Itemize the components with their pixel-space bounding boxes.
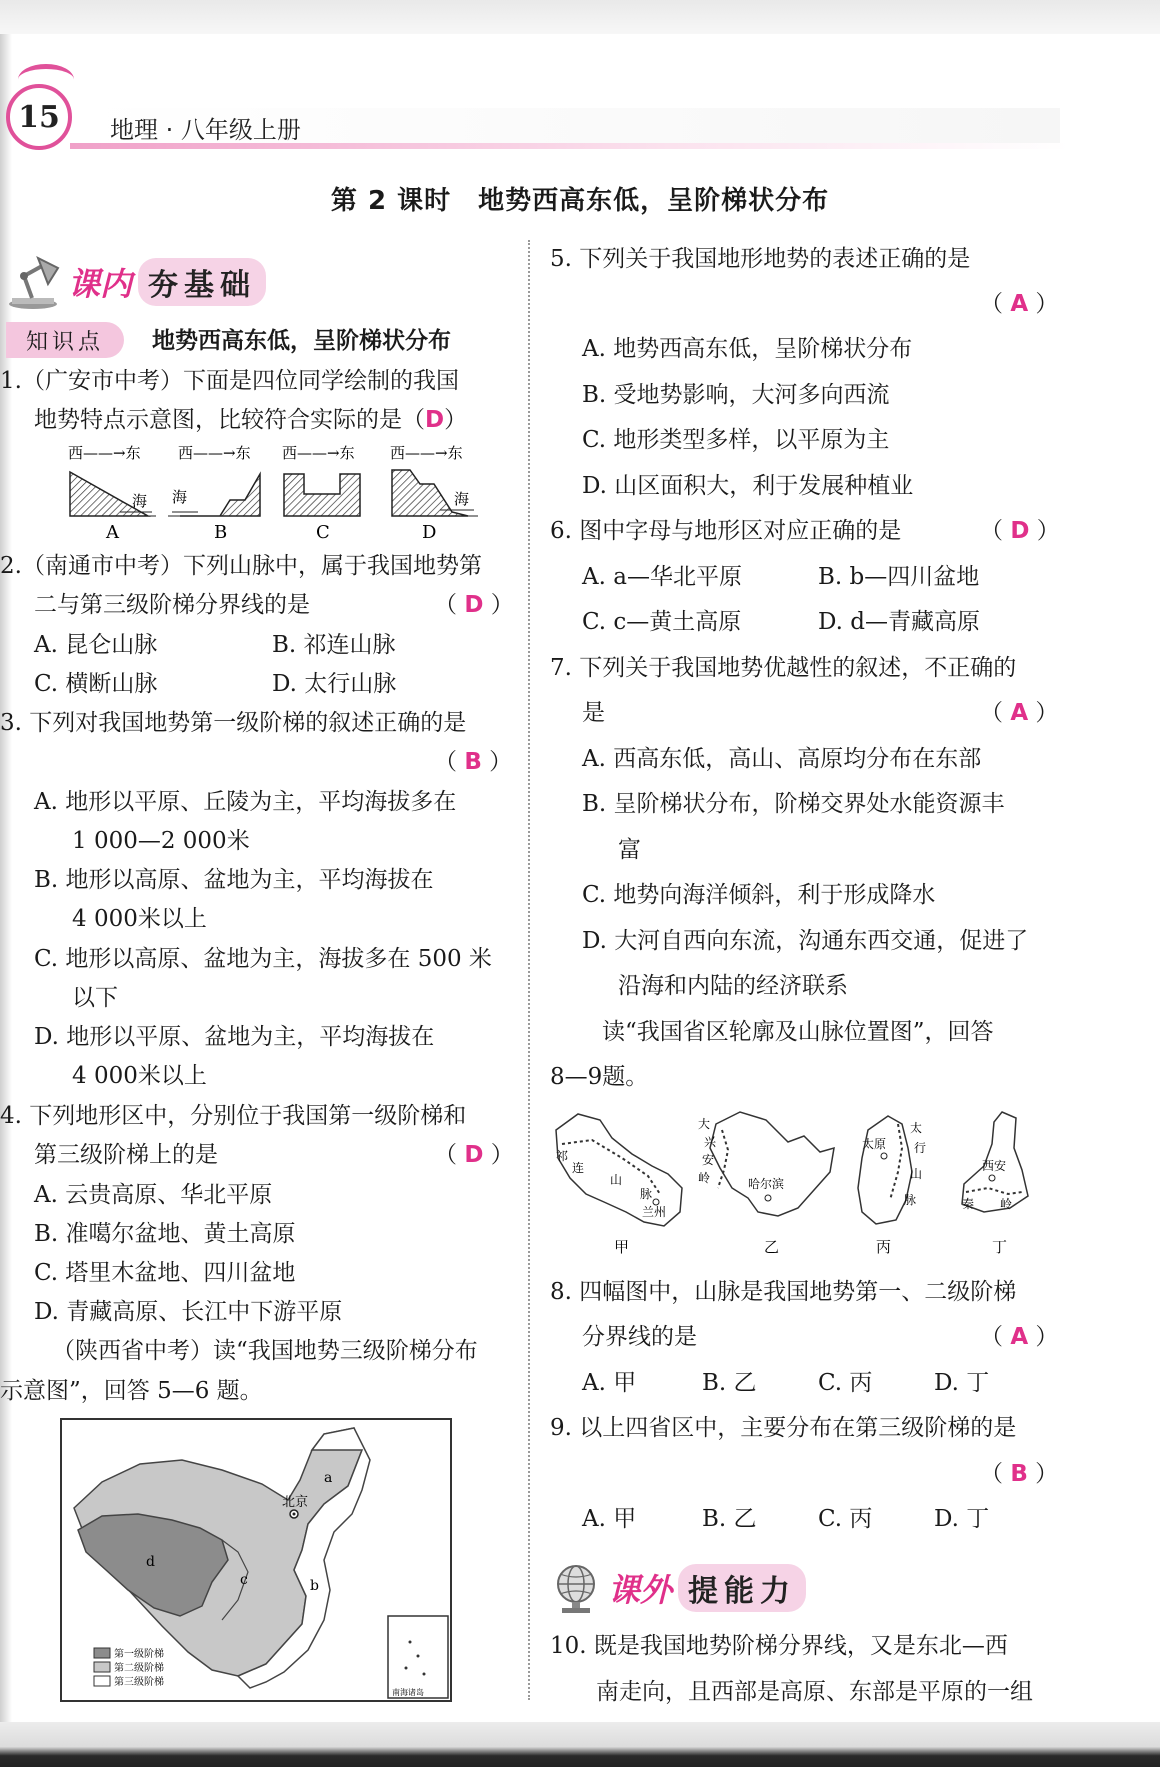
q7-option-a: A. 西高东低，高山、高原均分布在东部 — [582, 746, 982, 772]
svg-text:大: 大 — [698, 1117, 711, 1131]
map-jia — [556, 1114, 682, 1256]
q1-answer: D — [425, 407, 445, 433]
q1-stem-line1: 1.（广安市中考）下面是四位同学绘制的我国 — [0, 368, 459, 394]
knowledge-point-tag: 知识点 — [6, 322, 124, 358]
q6-answer-bracket: （ D ） — [980, 518, 1060, 544]
svg-text:B: B — [214, 522, 228, 543]
q9-answer-bracket: （ B ） — [980, 1461, 1059, 1487]
svg-text:哈尔滨: 哈尔滨 — [748, 1177, 785, 1191]
section-box-title: 夯基础 — [138, 258, 266, 306]
q8-stem-line2: 分界线的是 — [582, 1324, 697, 1350]
svg-text:西安: 西安 — [982, 1159, 1007, 1173]
q3-option-c-line1: C. 地形以高原、盆地为主，海拔多在 500 米 — [34, 946, 492, 972]
q8-option-d: D. 丁 — [934, 1370, 990, 1396]
q3-answer: B — [464, 749, 482, 775]
svg-text:丙: 丙 — [876, 1238, 892, 1256]
svg-text:丁: 丁 — [992, 1238, 1008, 1256]
svg-text:兰州: 兰州 — [642, 1205, 667, 1219]
svg-text:甲: 甲 — [614, 1238, 630, 1256]
diagram-d — [390, 444, 478, 543]
top-margin — [0, 0, 1160, 34]
svg-text:西——→东: 西——→东 — [390, 444, 463, 462]
svg-text:安: 安 — [702, 1153, 715, 1167]
svg-text:D: D — [422, 522, 437, 543]
q3-stem: 3. 下列对我国地势第一级阶梯的叙述正确的是 — [0, 710, 467, 736]
svg-text:山: 山 — [910, 1167, 923, 1181]
q3-option-a-line2: 1 000—2 000米 — [72, 828, 250, 854]
q5-option-d: D. 山区面积大，利于发展种植业 — [582, 473, 914, 499]
q2-option-b: B. 祁连山脉 — [272, 632, 396, 658]
svg-text:海: 海 — [454, 490, 470, 508]
q1-stem-line2: 地势特点示意图，比较符合实际的是（D） — [34, 407, 468, 433]
desk-lamp-icon — [4, 254, 62, 310]
svg-text:岭: 岭 — [698, 1171, 711, 1185]
intro-8-9-line1: 读“我国省区轮廓及山脉位置图”，回答 — [602, 1019, 994, 1045]
diagram-b — [168, 444, 260, 543]
map-legend — [94, 1647, 164, 1688]
svg-text:太原: 太原 — [862, 1137, 887, 1151]
q6-option-d: D. d—青藏高原 — [818, 609, 980, 635]
section-heading-in-class — [4, 254, 266, 310]
q2-option-a: A. 昆仑山脉 — [34, 632, 158, 658]
q4-stem-line1: 4. 下列地形区中，分别位于我国第一级阶梯和 — [0, 1103, 467, 1129]
q9-option-c: C. 丙 — [818, 1506, 873, 1532]
q5-answer: A — [1010, 291, 1029, 317]
svg-text:西——→东: 西——→东 — [178, 444, 251, 462]
map-bing — [858, 1116, 926, 1256]
q7-stem-line1: 7. 下列关于我国地势优越性的叙述，不正确的 — [550, 655, 1017, 681]
knowledge-point-text: 地势西高东低，呈阶梯状分布 — [152, 328, 451, 354]
q3-answer-bracket: （ B ） — [434, 749, 513, 775]
svg-text:第二级阶梯: 第二级阶梯 — [114, 1663, 164, 1674]
svg-text:兴: 兴 — [704, 1135, 717, 1149]
q9-option-b: B. 乙 — [702, 1506, 757, 1532]
province-outline-maps — [552, 1108, 1052, 1258]
svg-text:西——→东: 西——→东 — [282, 444, 355, 462]
svg-text:南海诸岛: 南海诸岛 — [392, 1688, 424, 1697]
svg-text:岭: 岭 — [1000, 1197, 1013, 1211]
q3-option-d-line1: D. 地形以平原、盆地为主，平均海拔在 — [34, 1024, 435, 1050]
q3-option-a-line1: A. 地形以平原、丘陵为主，平均海拔多在 — [34, 789, 457, 815]
svg-text:行: 行 — [914, 1141, 927, 1155]
section-heading-extra — [550, 1560, 806, 1616]
svg-text:A: A — [106, 522, 119, 543]
bottom-margin — [0, 1722, 1160, 1767]
svg-text:乙: 乙 — [764, 1238, 780, 1256]
map-yi — [698, 1112, 834, 1256]
q4-option-d: D. 青藏高原、长江中下游平原 — [34, 1299, 343, 1325]
intro-8-9-line2: 8—9题。 — [550, 1064, 649, 1090]
globe-icon — [550, 1560, 602, 1616]
section-emphasis: 课内 — [68, 265, 133, 303]
section-emphasis-extra: 课外 — [608, 1571, 673, 1609]
q5-answer-bracket: （ A ） — [980, 291, 1059, 317]
q7-answer: A — [1010, 700, 1029, 726]
page-number: 15 — [6, 84, 72, 150]
q7-stem-line2: 是 — [582, 700, 605, 726]
q4-option-c: C. 塔里木盆地、四川盆地 — [34, 1260, 296, 1286]
q1-terrain-diagrams — [60, 444, 480, 544]
q2-option-d: D. 太行山脉 — [272, 671, 397, 697]
svg-text:第一级阶梯: 第一级阶梯 — [114, 1649, 164, 1660]
q3-option-c-line2: 以下 — [72, 985, 118, 1011]
q7-option-b-line2: 富 — [618, 837, 641, 863]
q10-stem-line2: 南走向，且西部是高原、东部是平原的一组 — [596, 1679, 1033, 1705]
svg-text:C: C — [316, 522, 330, 543]
diagram-c — [282, 444, 360, 543]
svg-text:海: 海 — [132, 492, 148, 510]
q2-answer-bracket: （ D ） — [434, 592, 514, 618]
map-ding — [962, 1112, 1028, 1256]
lesson-title: 第 2 课时 地势西高东低，呈阶梯状分布 — [330, 186, 830, 216]
q4-answer: D — [464, 1142, 484, 1168]
map-label-a: a — [324, 1470, 333, 1486]
q5-option-b: B. 受地势影响，大河多向西流 — [582, 382, 890, 408]
map-label-d: d — [146, 1554, 155, 1570]
q4-answer-bracket: （ D ） — [434, 1142, 514, 1168]
section-box-title-extra: 提能力 — [678, 1564, 806, 1612]
column-divider — [528, 240, 530, 1700]
q2-stem-line1: 2.（南通市中考）下列山脉中，属于我国地势第 — [0, 553, 482, 579]
q2-stem-line2: 二与第三级阶梯分界线的是 — [34, 592, 310, 618]
svg-text:脉: 脉 — [640, 1187, 653, 1201]
svg-text:祁: 祁 — [556, 1149, 569, 1163]
intro-5-6-line1: （陕西省中考）读“我国地势三级阶梯分布 — [52, 1338, 478, 1364]
q9-option-d: D. 丁 — [934, 1506, 990, 1532]
map-label-b: b — [310, 1578, 319, 1594]
intro-5-6-line2: 示意图”，回答 5—6 题。 — [0, 1378, 263, 1404]
svg-text:秦: 秦 — [962, 1197, 975, 1211]
q6-option-b: B. b—四川盆地 — [818, 564, 980, 590]
q5-stem: 5. 下列关于我国地形地势的表述正确的是 — [550, 246, 971, 272]
q9-option-a: A. 甲 — [582, 1506, 637, 1532]
q7-option-d-line2: 沿海和内陆的经济联系 — [618, 973, 848, 999]
q2-answer: D — [464, 592, 484, 618]
q9-stem: 9. 以上四省区中，主要分布在第三级阶梯的是 — [550, 1415, 1017, 1441]
q8-option-b: B. 乙 — [702, 1370, 757, 1396]
q3-option-b-line2: 4 000米以上 — [72, 906, 207, 932]
q3-option-b-line1: B. 地形以高原、盆地为主，平均海拔在 — [34, 867, 434, 893]
q7-option-d-line1: D. 大河自西向东流，沟通东西交通，促进了 — [582, 928, 1029, 954]
q5-option-c: C. 地形类型多样，以平原为主 — [582, 427, 890, 453]
q4-option-b: B. 准噶尔盆地、黄土高原 — [34, 1221, 296, 1247]
q6-stem: 6. 图中字母与地形区对应正确的是 — [550, 518, 902, 544]
svg-text:西——→东: 西——→东 — [68, 444, 141, 462]
book-title: 地理 · 八年级上册 — [110, 116, 301, 144]
south-china-sea-inset — [388, 1616, 448, 1698]
svg-text:第三级阶梯: 第三级阶梯 — [114, 1677, 164, 1688]
q7-answer-bracket: （ A ） — [980, 700, 1059, 726]
q8-answer: A — [1010, 1324, 1029, 1350]
china-terrain-steps-map — [60, 1418, 452, 1702]
q7-option-b-line1: B. 呈阶梯状分布，阶梯交界处水能资源丰 — [582, 791, 1005, 817]
q4-stem-line2: 第三级阶梯上的是 — [34, 1142, 218, 1168]
svg-text:海: 海 — [172, 488, 188, 506]
q7-option-c: C. 地势向海洋倾斜，利于形成降水 — [582, 882, 936, 908]
q8-option-c: C. 丙 — [818, 1370, 873, 1396]
svg-text:山: 山 — [610, 1173, 623, 1187]
q8-option-a: A. 甲 — [582, 1370, 637, 1396]
diagram-a — [68, 444, 156, 543]
q6-option-c: C. c—黄土高原 — [582, 609, 742, 635]
q6-option-a: A. a—华北平原 — [582, 564, 742, 590]
svg-text:太: 太 — [910, 1121, 923, 1135]
map-label-beijing: 北京 — [282, 1495, 309, 1510]
q3-option-d-line2: 4 000米以上 — [72, 1063, 207, 1089]
q4-option-a: A. 云贵高原、华北平原 — [34, 1182, 273, 1208]
q6-answer: D — [1010, 518, 1030, 544]
q9-answer: B — [1010, 1461, 1028, 1487]
q2-option-c: C. 横断山脉 — [34, 671, 158, 697]
map-label-c: c — [240, 1572, 248, 1588]
svg-text:脉: 脉 — [904, 1193, 917, 1207]
svg-text:连: 连 — [572, 1161, 585, 1175]
q5-option-a: A. 地势西高东低，呈阶梯状分布 — [582, 336, 913, 362]
q8-stem-line1: 8. 四幅图中，山脉是我国地势第一、二级阶梯 — [550, 1279, 1017, 1305]
q10-stem-line1: 10. 既是我国地势阶梯分界线，又是东北—西 — [550, 1633, 1008, 1659]
q8-answer-bracket: （ A ） — [980, 1324, 1059, 1350]
